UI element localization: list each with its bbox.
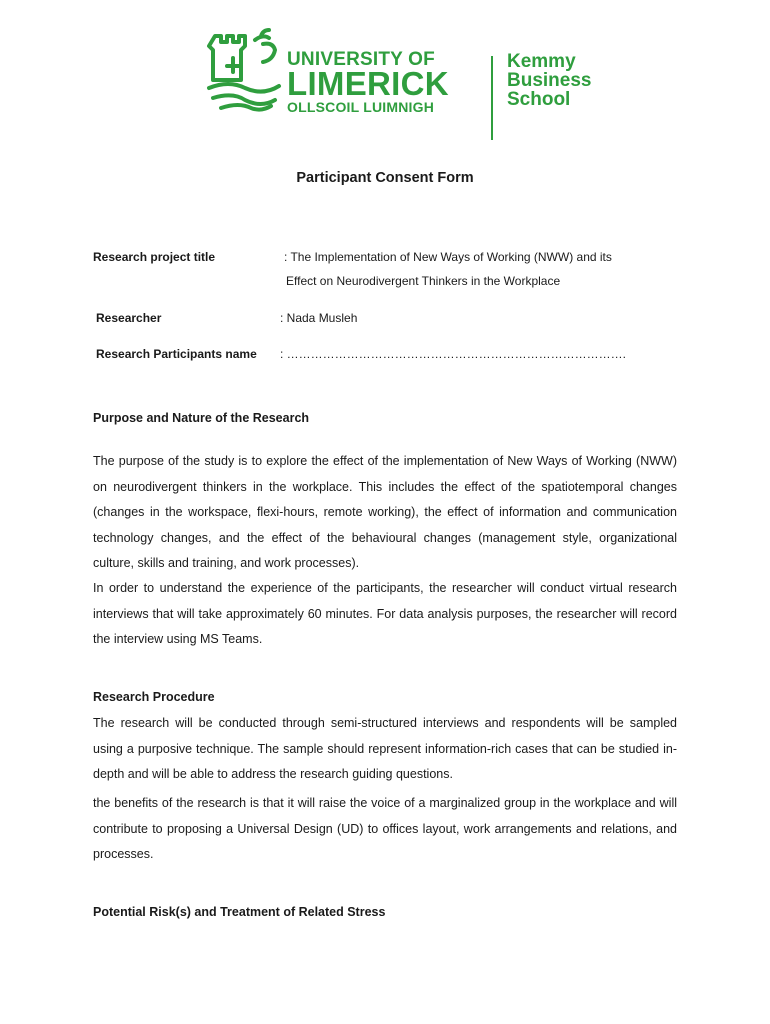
procedure-heading: Research Procedure — [93, 690, 215, 704]
school-line-1: Kemmy — [507, 51, 576, 72]
purpose-heading: Purpose and Nature of the Research — [93, 411, 310, 425]
school-line-3: School — [507, 89, 571, 110]
project-title-label: Research project title — [93, 250, 216, 264]
project-title-value-line-2: Effect on Neurodivergent Thinkers in the Workplace — [286, 274, 561, 288]
school-wordmark — [507, 52, 591, 109]
researcher-value: : Nada Musleh — [280, 311, 358, 325]
purpose-paragraph-1: The purpose of the study is to explore the effect of the implementation of New Ways of Working (NWW) on neurodivergent thinkers in the workplace. This includes the effect of the spatiotemporal changes (changes in the workspace, flexi-hours, remote working), the effect of information and communication technology changes, and the effect of the behavioural changes (management style, organizational culture, skills and training, and work processes). — [93, 454, 677, 570]
university-line-1: UNIVERSITY OF — [287, 49, 435, 70]
form-title: Participant Consent Form — [296, 170, 474, 186]
researcher-label: Researcher — [96, 311, 162, 325]
header-logos — [205, 26, 625, 118]
university-line-2: LIMERICK — [287, 65, 449, 102]
procedure-paragraph-2: the benefits of the research is that it will raise the voice of a marginalized group in the workplace and will contribute to proposing a Universal Design (UD) to offices layout, work arrangements and relations, and processes. — [93, 796, 677, 861]
purpose-paragraph-2: In order to understand the experience of the participants, the researcher will conduct virtual research interviews that will take approximately 60 minutes. For data analysis purposes, the researcher will record the interview using MS Teams. — [93, 581, 677, 646]
participant-name-label: Research Participants name — [96, 347, 257, 361]
project-title-value-line-1: : The Implementation of New Ways of Working (NWW) and its — [284, 250, 612, 264]
participant-name-field[interactable]: : …………………………………………………………………………. — [280, 347, 627, 361]
logo-divider — [491, 56, 493, 140]
risk-heading: Potential Risk(s) and Treatment of Related Stress — [93, 905, 386, 919]
school-line-2: Business — [507, 70, 592, 91]
university-line-3: OLLSCOIL LUIMNIGH — [287, 99, 435, 115]
ul-crest-icon — [205, 26, 283, 114]
university-wordmark — [287, 50, 449, 115]
procedure-paragraph-1: The research will be conducted through semi-structured interviews and respondents will be sampled using a purposive technique. The sample should represent information-rich cases that can be studied in-depth and will be able to address the research guiding questions. — [93, 716, 677, 781]
